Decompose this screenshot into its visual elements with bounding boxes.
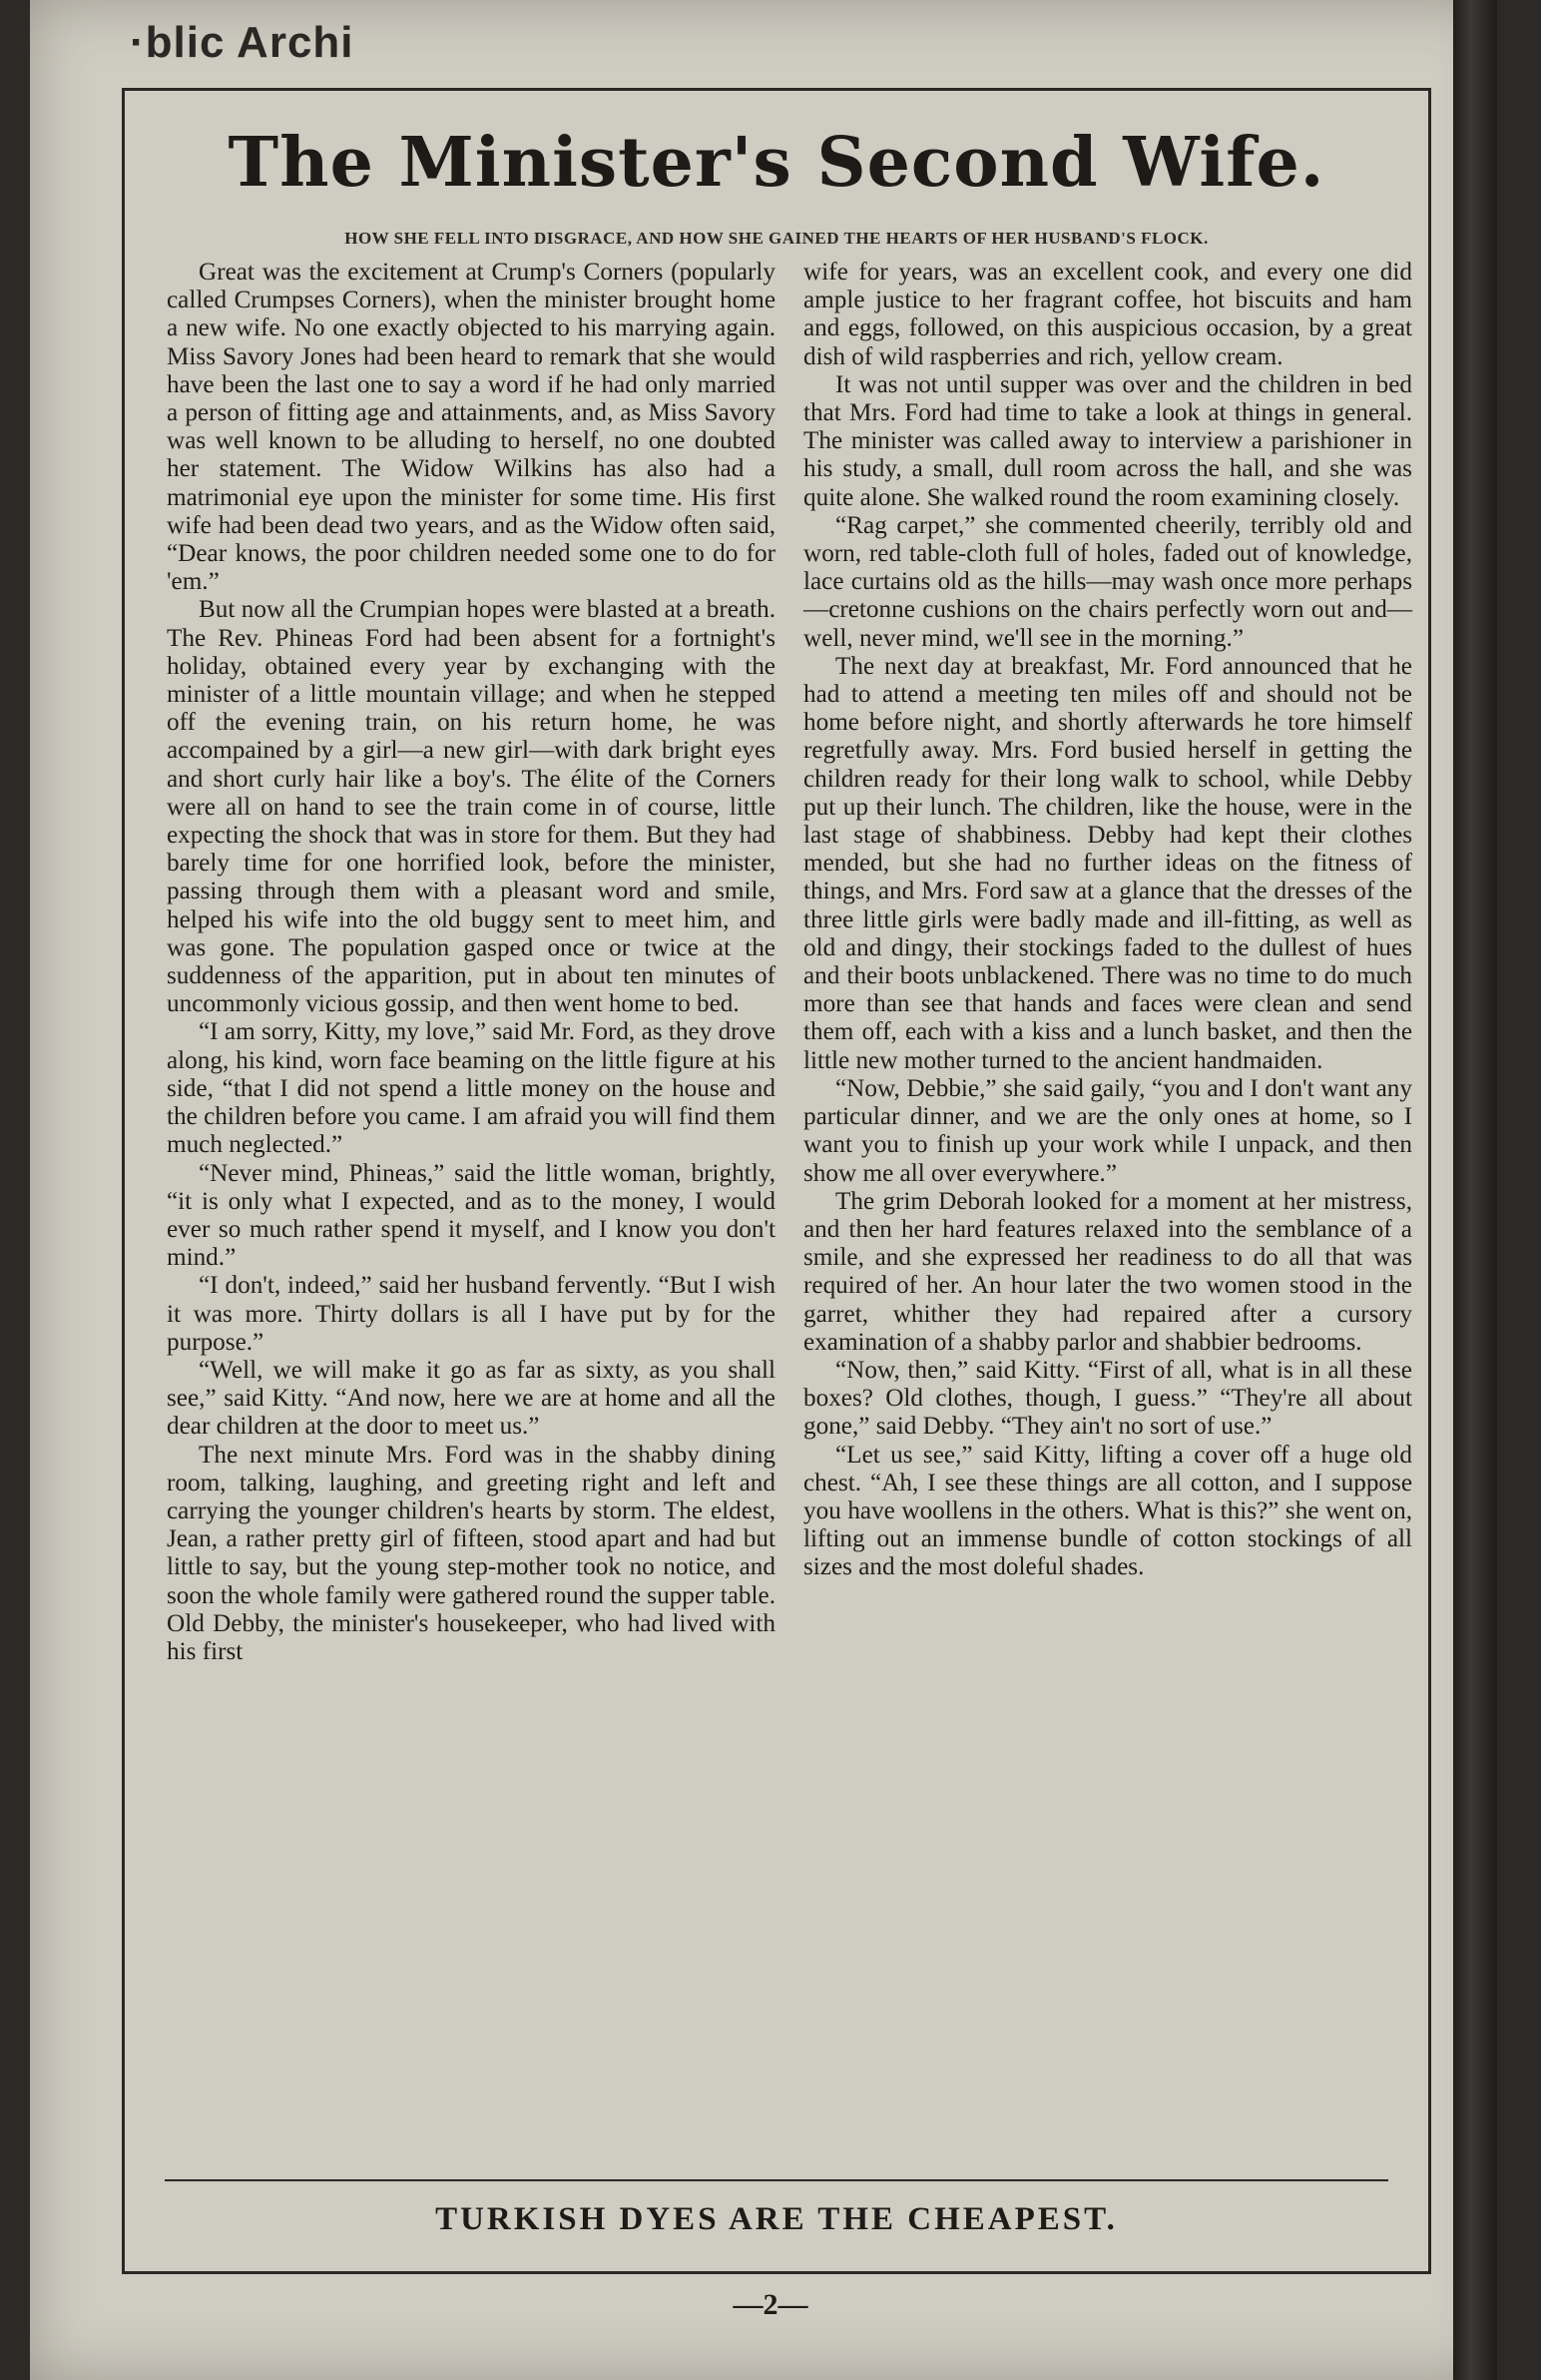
- divider-rule: [165, 2179, 1388, 2181]
- paragraph: “Now, then,” said Kitty. “First of all, what is in all these boxes? Old clothes, though, I guess.” “They're all about gone,” said Debby. “They ain't no sort of use.”: [803, 1356, 1412, 1441]
- paragraph: “Let us see,” said Kitty, lifting a cover off a huge old chest. “Ah, I see these things are all cotton, and I suppose you have woollens in the others. What is this?” she went on, lifting out an immense bundle of cotton stockings of all sizes and the most doleful shades.: [803, 1441, 1412, 1581]
- paragraph: The next day at breakfast, Mr. Ford announced that he had to attend a meeting ten miles off and should not be home before night, and shortly afterwards he tore himself regretfully away. Mrs. Ford busied herself in getting the children ready for their long walk to school, while Debby put up their lunch. The children, like the house, were in the last stage of shabbiness. Debby had kept their clothes mended, but she had no further ideas on the fitness of things, and Mrs. Ford saw at a glance that the dresses of the three little girls were badly made and ill-fitting, as well as old and dingy, their stockings faded to the dullest of hues and their boots unblackened. There was no time to do much more than see that hands and faces were clean and send them off, each with a kiss and a lunch basket, and then the little new mother turned to the ancient handmaiden.: [803, 652, 1412, 1074]
- paragraph: “I am sorry, Kitty, my love,” said Mr. Ford, as they drove along, his kind, worn face beaming on the little figure at his side, “that I did not spend a little money on the house and the children before you came. I am afraid you will find them much neglected.”: [167, 1018, 775, 1159]
- paragraph: Great was the excitement at Crump's Corners (popularly called Crumpses Corners), when the minister brought home a new wife. No one exactly objected to his marrying again. Miss Savory Jones had been heard to remark that she would have been the last one to say a word if he had only married a person of fitting age and attainments, and, as Miss Savory was well known to be alluding to herself, no one doubted her statement. The Widow Wilkins has also had a matrimonial eye upon the minister for some time. His first wife had been dead two years, and as the Widow often said, “Dear knows, the poor children needed some one to do for 'em.”: [167, 259, 775, 596]
- article-subtitle: HOW SHE FELL INTO DISGRACE, AND HOW SHE GAINED THE HEARTS OF HER HUSBAND'S FLOCK.: [344, 229, 1209, 248]
- paragraph: “Now, Debbie,” she said gaily, “you and I don't want any particular dinner, and we are the only ones at home, so I want you to finish up your work while I unpack, and then show me all over everywhere.”: [803, 1074, 1412, 1187]
- paragraph: “Never mind, Phineas,” said the little woman, brightly, “it is only what I expected, and as to the money, I would ever so much rather spend it myself, and I know you don't mind.”: [167, 1159, 775, 1272]
- page-sheet: [30, 0, 1497, 2380]
- article-title: The Minister's Second Wife.: [228, 123, 1325, 203]
- paragraph: “Rag carpet,” she commented cheerily, terribly old and worn, red table-cloth full of holes, faded out of knowledge, lace curtains old as the hills—may wash once more perhaps—cretonne cushions on the chairs perfectly worn out and—well, never mind, we'll see in the morning.”: [803, 511, 1412, 652]
- binding-edge: [1453, 0, 1497, 2380]
- paragraph: wife for years, was an excellent cook, and every one did ample justice to her fragrant coffee, hot biscuits and ham and eggs, followed, on this auspicious occasion, by a great dish of wild raspberries and rich, yellow cream.: [803, 259, 1412, 370]
- paragraph: It was not until supper was over and the children in bed that Mrs. Ford had time to take a look at things in general. The minister was called away to interview a parishioner in his study, a small, dull room across the hall, and she was quite alone. She walked round the room examining closely.: [803, 370, 1412, 511]
- article-frame: [122, 88, 1431, 2274]
- page-number: —2—: [733, 2288, 808, 2321]
- paragraph: “I don't, indeed,” said her husband fervently. “But I wish it was more. Thirty dollars is all I have put by for the purpose.”: [167, 1272, 775, 1356]
- left-column: [167, 259, 775, 1666]
- right-column: [803, 259, 1412, 1582]
- paragraph: “Well, we will make it go as far as sixty, as you shall see,” said Kitty. “And now, here we are at home and all the dear children at the door to meet us.”: [167, 1356, 775, 1441]
- advertisement-line: TURKISH DYES ARE THE CHEAPEST.: [435, 2201, 1118, 2237]
- paragraph: The next minute Mrs. Ford was in the shabby dining room, talking, laughing, and greeting right and left and carrying the younger children's hearts by storm. The eldest, Jean, a rather pretty girl of fifteen, stood apart and had but little to say, but the young step-mother took no notice, and soon the whole family were gathered round the supper table. Old Debby, the minister's housekeeper, who had lived with his first: [167, 1441, 775, 1665]
- archive-stamp: ·blic Archi: [130, 18, 354, 67]
- paragraph: But now all the Crumpian hopes were blasted at a breath. The Rev. Phineas Ford had been absent for a fortnight's holiday, obtained every year by exchanging with the minister of a little mountain village; and when he stepped off the evening train, on his return home, he was accompained by a girl—a new girl—with dark bright eyes and short curly hair like a boy's. The élite of the Corners were all on hand to see the train come in of course, little expecting the shock that was in store for them. But they had barely time for one horrified look, before the minister, passing through them with a pleasant word and smile, helped his wife into the old buggy sent to meet him, and was gone. The population gasped once or twice at the suddenness of the apparition, put in about ten minutes of uncommonly vicious gossip, and then went home to bed.: [167, 596, 775, 1018]
- paragraph: The grim Deborah looked for a moment at her mistress, and then her hard features relaxed into the semblance of a smile, and she expressed her readiness to do all that was required of her. An hour later the two women stood in the garret, whither they had repaired after a cursory examination of a shabby parlor and shabbier bedrooms.: [803, 1187, 1412, 1356]
